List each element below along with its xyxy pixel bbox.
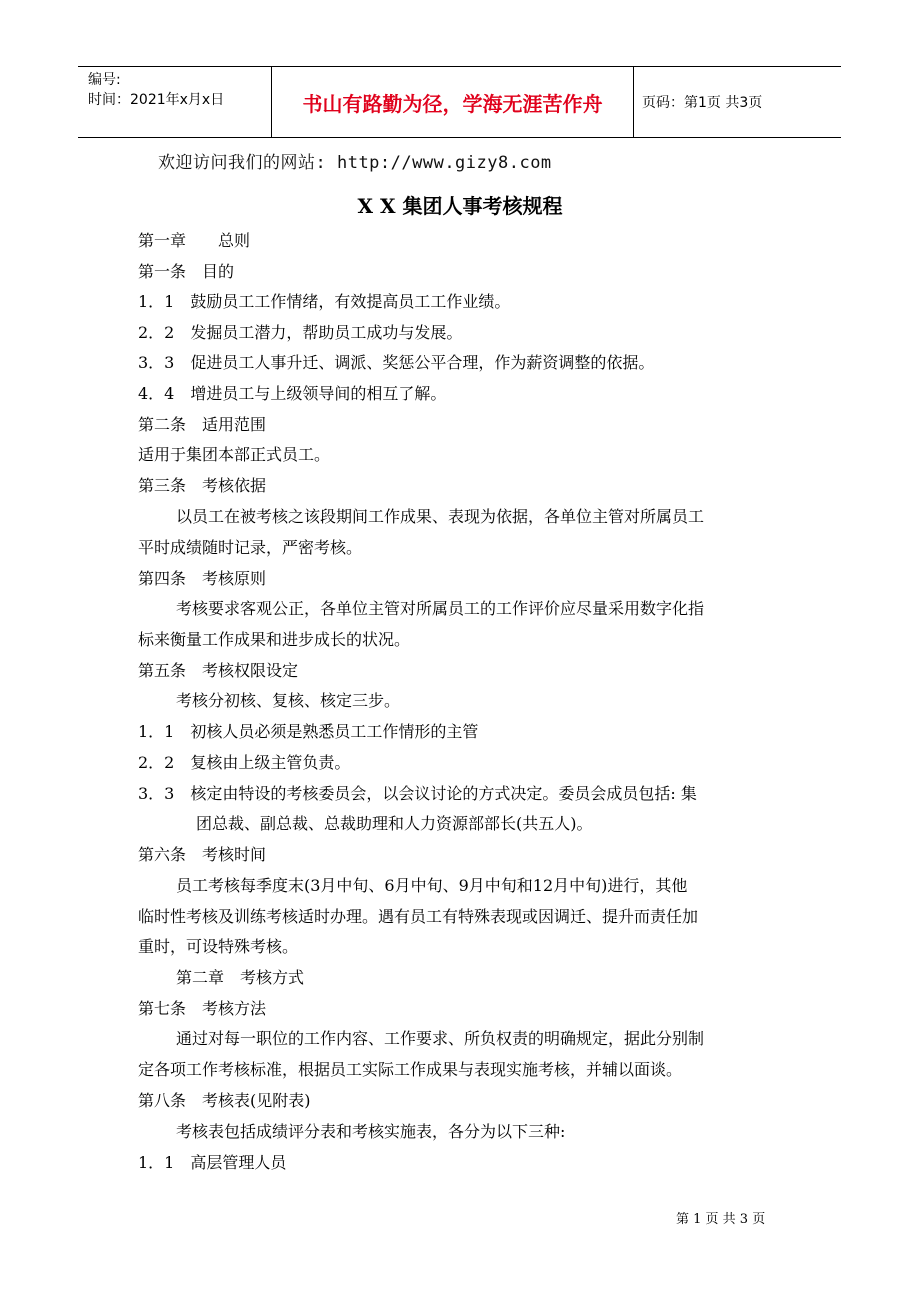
article-heading: 第二条 适用范围 — [138, 415, 267, 434]
chapter-heading: 第一章 总则 — [138, 231, 251, 250]
list-item: 1．1 鼓励员工工作情绪，有效提高员工工作业绩。 — [138, 292, 511, 311]
list-item-continuation: 团总裁、副总裁、总裁助理和人力资源部部长(共五人)。 — [196, 814, 593, 833]
paragraph-line: 考核分初核、复核、核定三步。 — [176, 691, 401, 710]
paragraph-line: 通过对每一职位的工作内容、工作要求、所负权责的明确规定，据此分别制 — [176, 1029, 705, 1048]
list-item: 2．2 发掘员工潜力，帮助员工成功与发展。 — [138, 323, 463, 342]
list-item: 3．3 核定由特设的考核委员会，以会议讨论的方式决定。委员会成员包括: 集 — [138, 784, 697, 803]
paragraph-line: 标来衡量工作成果和进步成长的状况。 — [138, 630, 411, 649]
article-heading: 第七条 考核方法 — [138, 999, 267, 1018]
paragraph-line: 适用于集团本部正式员工。 — [138, 445, 331, 464]
time-label: 时间：2021年x月x日 — [88, 92, 225, 108]
article-heading: 第五条 考核权限设定 — [138, 661, 299, 680]
document-title: X X 集团人事考核规程 — [357, 194, 563, 218]
slogan: 书山有路勤为径，学海无涯苦作舟 — [272, 67, 634, 137]
paragraph-line: 重时，可设特殊考核。 — [138, 937, 299, 956]
article-heading: 第三条 考核依据 — [138, 476, 267, 495]
paragraph-line: 平时成绩随时记录，严密考核。 — [138, 538, 363, 557]
article-heading: 第八条 考核表(见附表) — [138, 1091, 311, 1110]
list-item: 1．1 高层管理人员 — [138, 1153, 287, 1172]
welcome-banner: 欢迎访问我们的网站: http://www.gizy8.com — [158, 153, 552, 173]
article-heading: 第六条 考核时间 — [138, 845, 267, 864]
list-item: 4．4 增进员工与上级领导间的相互了解。 — [138, 384, 447, 403]
paragraph-line: 员工考核每季度末(3月中旬、6月中旬、9月中旬和12月中旬)进行，其他 — [176, 876, 688, 895]
paragraph-line: 考核要求客观公正，各单位主管对所属员工的工作评价应尽量采用数字化指 — [176, 599, 705, 618]
header-left-cell — [78, 67, 272, 137]
paragraph-line: 临时性考核及训练考核适时办理。遇有员工有特殊表现或因调迁、提升而责任加 — [138, 907, 699, 926]
paragraph-line: 以员工在被考核之该段期间工作成果、表现为依据，各单位主管对所属员工 — [176, 507, 705, 526]
article-heading: 第四条 考核原则 — [138, 569, 267, 588]
header-table — [78, 66, 841, 138]
paragraph-line: 定各项工作考核标准，根据员工实际工作成果与表现实施考核，并辅以面谈。 — [138, 1060, 683, 1079]
page-info: 页码：第1页 共3页 — [642, 95, 763, 111]
chapter-heading: 第二章 考核方式 — [176, 968, 305, 987]
list-item: 3．3 促进员工人事升迁、调派、奖惩公平合理，作为薪资调整的依据。 — [138, 353, 655, 372]
paragraph-line: 考核表包括成绩评分表和考核实施表，各分为以下三种: — [176, 1122, 566, 1141]
page-footer: 第 1 页 共 3 页 — [676, 1212, 766, 1227]
number-label: 编号: — [88, 72, 121, 88]
list-item: 1．1 初核人员必须是熟悉员工工作情形的主管 — [138, 722, 479, 741]
list-item: 2．2 复核由上级主管负责。 — [138, 753, 351, 772]
article-heading: 第一条 目的 — [138, 262, 235, 281]
